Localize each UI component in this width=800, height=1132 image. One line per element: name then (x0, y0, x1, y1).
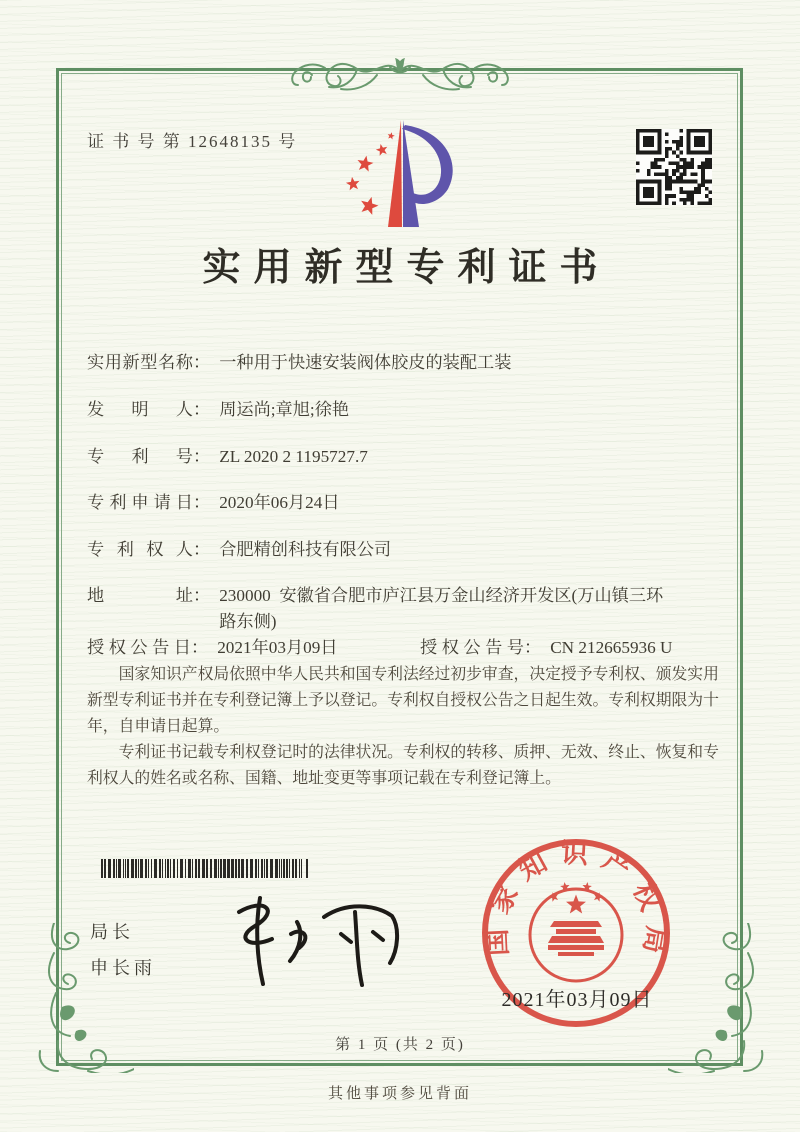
field-label: 专利权人 (87, 540, 193, 559)
field-value: 一种用于快速安装阀体胶皮的装配工装 (219, 353, 512, 372)
field-value: 2020年06月24日 (219, 493, 340, 512)
paragraph: 国家知识产权局依照中华人民共和国专利法经过初步审查，决定授予专利权、颁发实用新型专利证书并在专利登记簿上予以登记。专利权自授权公告之日起生效。专利权期限为十年，自申请日起算。 (87, 666, 719, 735)
certificate-number: 证 书 号 第 12648135 号 (87, 132, 298, 151)
seal-date: 2021年03月09日 (501, 989, 653, 1011)
field-value: 230000 安徽省合肥市庐江县万金山经济开发区(万山镇三环路东侧) (219, 586, 664, 631)
field-label: 授权公告号 (420, 638, 524, 657)
field-row-filing-date (87, 490, 340, 516)
barcode (100, 859, 312, 879)
top-ornament-icon (283, 44, 517, 96)
national-emblem-icon (530, 882, 622, 981)
field-value: ZL 2020 2 1195727.7 (219, 447, 368, 466)
field-label: 实用新型名称 (87, 353, 193, 372)
field-row-patent-no (87, 444, 368, 470)
field-row-patentee (87, 537, 391, 563)
colon: ： (193, 353, 211, 372)
signer-name: 申长雨 (90, 958, 156, 978)
qr-code (636, 129, 712, 205)
grant-date-pair (87, 635, 338, 661)
colon: ： (193, 540, 211, 559)
field-row-address (87, 583, 676, 635)
colon: ： (193, 493, 211, 512)
colon: ： (524, 638, 542, 657)
field-row-name (87, 350, 511, 376)
cnipa-logo-icon (338, 116, 468, 230)
legal-paragraphs (87, 662, 719, 792)
colon: ： (193, 447, 211, 466)
field-value: 合肥精创科技有限公司 (219, 540, 392, 559)
corner-flourish-icon (668, 923, 772, 1073)
colon: ： (193, 400, 211, 419)
field-label: 授权公告日 (87, 638, 191, 657)
signer-title: 局长 (90, 922, 134, 942)
colon: ： (193, 586, 211, 605)
signature-icon (205, 882, 415, 992)
field-label: 专利号 (87, 447, 193, 466)
seal-text: 国家知识产权局 (481, 837, 672, 968)
paragraph: 专利证书记载专利权登记时的法律状况。专利权的转移、质押、无效、终止、恢复和专利权人的姓名或名称、国籍、地址变更等事项记载在专利登记簿上。 (87, 744, 719, 787)
colon: ： (191, 638, 209, 657)
field-row-inventors (87, 397, 349, 423)
certificate-title: 实用新型专利证书 (202, 247, 611, 289)
field-value: 周运尚;章旭;徐艳 (219, 400, 350, 419)
field-value: CN 212665936 U (550, 638, 673, 657)
corner-flourish-icon (30, 923, 134, 1073)
back-note: 其他事项参见背面 (327, 1086, 472, 1102)
field-label: 发明人 (87, 400, 193, 419)
field-value: 2021年03月09日 (217, 638, 338, 657)
page-number: 第 1 页 (共 2 页) (335, 1037, 465, 1053)
grant-number-pair (420, 635, 672, 661)
field-label: 地址 (87, 586, 193, 605)
field-label: 专利申请日 (87, 493, 193, 512)
